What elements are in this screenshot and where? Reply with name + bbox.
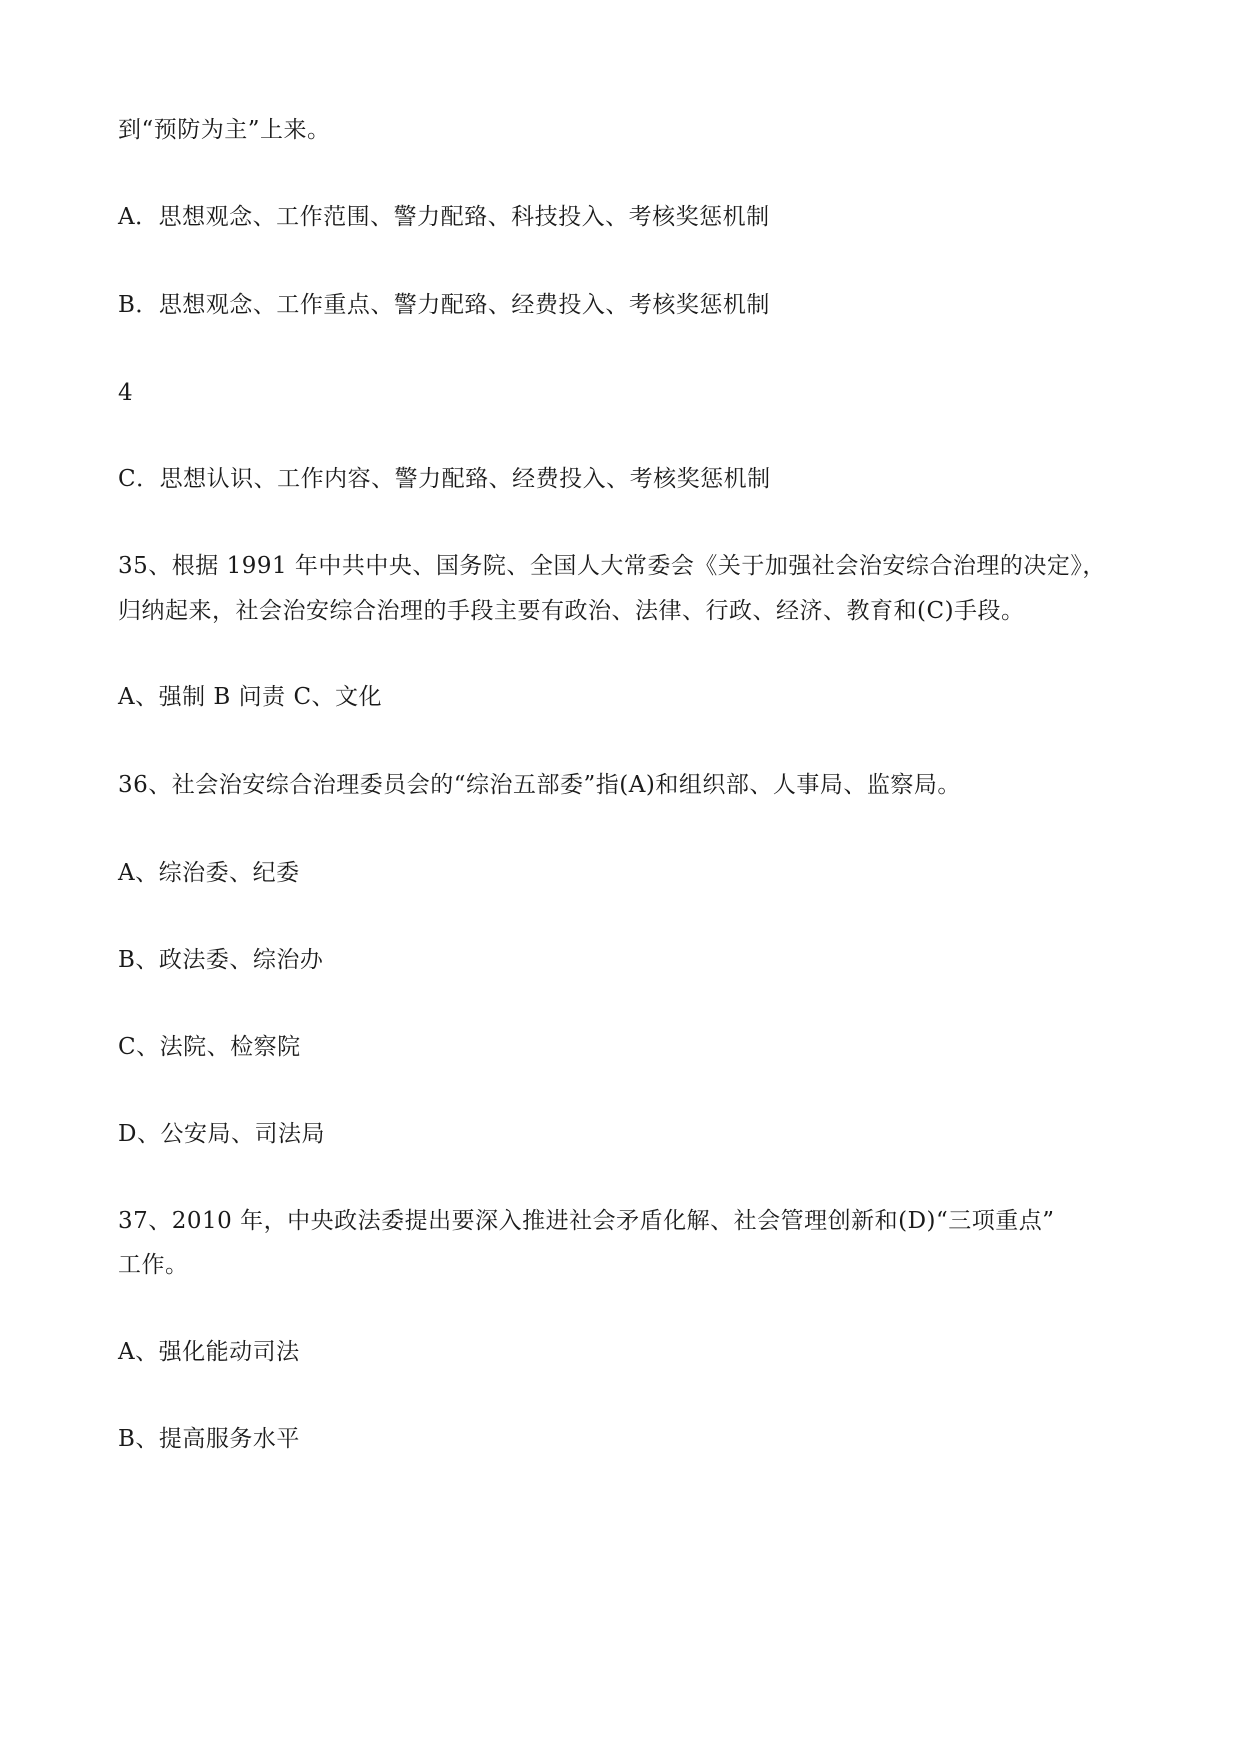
question-37-line-2: 工作。 — [118, 1252, 189, 1278]
option-d-36: D、公安局、司法局 — [118, 1121, 325, 1147]
question-37-line-1: 37、2010 年，中央政法委提出要深入推进社会矛盾化解、社会管理创新和(D)“三项重点” — [118, 1208, 1055, 1234]
question-36: 36、社会治安综合治理委员会的“综治五部委”指(A)和组织部、人事局、监察局。 — [118, 772, 961, 798]
option-b-37: B、提高服务水平 — [118, 1426, 300, 1452]
text-line-continuation: 到“预防为主”上来。 — [118, 117, 331, 143]
option-c-36: C、法院、检察院 — [118, 1034, 301, 1060]
option-a-36: A、综治委、纪委 — [118, 860, 300, 886]
question-35-line-1: 35、根据 1991 年中共中央、国务院、全国人大常委会《关于加强社会治安综合治理的决定》， — [118, 553, 1106, 579]
option-b-36: B、政法委、综治办 — [118, 947, 324, 973]
page-number: 4 — [118, 380, 134, 406]
options-35: A、强制 B 问责 C、文化 — [118, 684, 383, 710]
option-c-34: C．思想认识、工作内容、警力配臵、经费投入、考核奖惩机制 — [118, 466, 771, 492]
option-b-34: B．思想观念、工作重点、警力配臵、经费投入、考核奖惩机制 — [118, 292, 770, 318]
option-a-37: A、强化能动司法 — [118, 1339, 300, 1365]
option-a-34: A．思想观念、工作范围、警力配臵、科技投入、考核奖惩机制 — [118, 204, 770, 230]
question-35-line-2: 归纳起来，社会治安综合治理的手段主要有政治、法律、行政、经济、教育和(C)手段。 — [118, 598, 1025, 624]
